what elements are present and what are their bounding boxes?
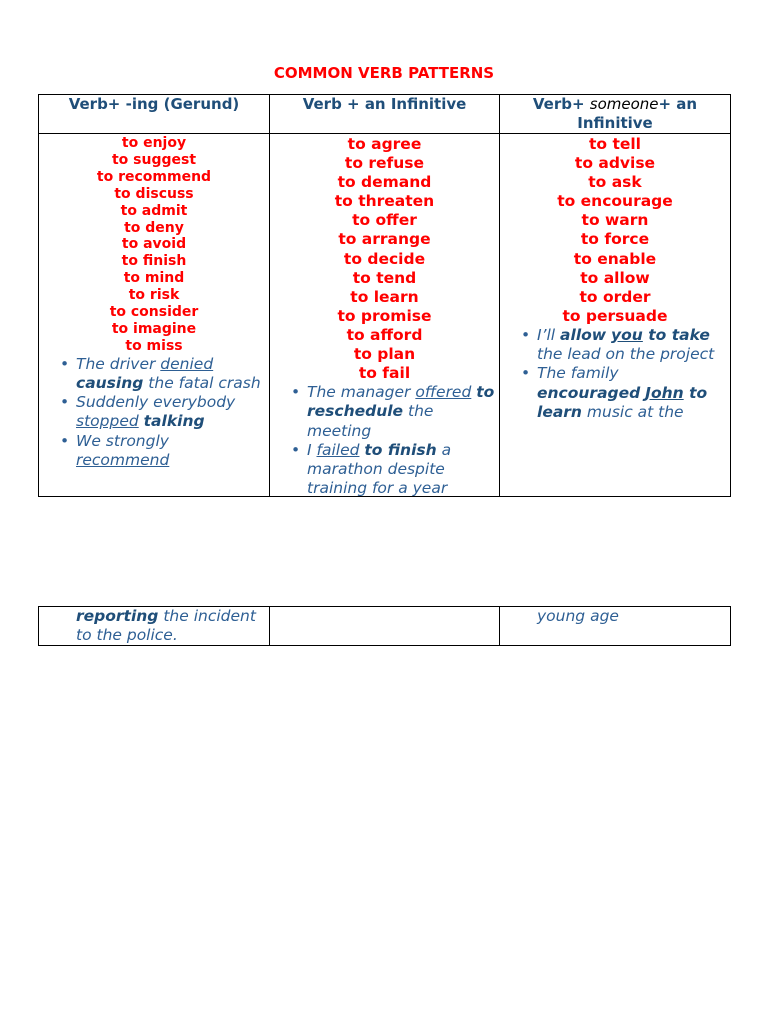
- verb-item: to enjoy: [121, 135, 187, 151]
- gerund-example-continued: [39, 607, 269, 645]
- example-item: [537, 364, 726, 422]
- example-verb: encouraged: [537, 383, 641, 402]
- someone-infinitive-cell-continued: [500, 607, 731, 646]
- verb-item: to persuade: [562, 306, 668, 325]
- header-gerund-label: Verb+ -ing (Gerund): [68, 95, 240, 113]
- verb-patterns-table-continued: [38, 606, 731, 646]
- example-text: the meeting: [307, 402, 434, 440]
- verb-item: to offer: [352, 211, 417, 230]
- header-3-pre: Verb+: [532, 95, 590, 113]
- header-gerund: [39, 95, 270, 134]
- verb-item: to plan: [353, 345, 416, 364]
- verb-item: to deny: [124, 219, 184, 236]
- verb-item: to suggest: [111, 151, 197, 168]
- example-item: [537, 326, 726, 364]
- verb-item: to advise: [574, 154, 656, 173]
- example-item: [76, 355, 265, 393]
- example-verb: failed: [316, 440, 360, 459]
- verb-item: to discuss: [114, 185, 194, 202]
- verb-patterns-table: [38, 94, 731, 497]
- someone-infinitive-verb-list: [500, 135, 730, 326]
- verb-item: to tend: [352, 268, 417, 287]
- page-title: COMMON VERB PATTERNS: [273, 64, 495, 82]
- verb-item: to afford: [346, 325, 423, 344]
- infinitive-cell-continued: [270, 607, 500, 646]
- example-item: [307, 383, 495, 441]
- example-text: Suddenly everybody: [76, 393, 236, 412]
- example-pattern: to take: [642, 325, 710, 344]
- example-pattern: talking: [143, 412, 205, 431]
- gerund-cell: [39, 134, 270, 497]
- verb-item: to learn: [350, 287, 419, 306]
- header-3-post: + an Infinitive: [577, 95, 698, 132]
- example-item: [76, 393, 265, 431]
- example-object: you: [611, 325, 643, 344]
- gerund-examples: [39, 355, 269, 470]
- example-pattern: reporting: [76, 607, 159, 625]
- verb-item: to recommend: [96, 168, 212, 185]
- example-text: The family: [537, 364, 619, 383]
- verb-item: to refuse: [344, 154, 425, 173]
- example-verb: stopped: [76, 412, 139, 431]
- verb-item: to fail: [358, 364, 411, 383]
- example-verb: allow: [560, 325, 607, 344]
- example-item: [76, 432, 265, 470]
- verb-item: to ask: [588, 173, 642, 192]
- someone-infinitive-cell: [500, 134, 731, 497]
- example-verb: offered: [415, 383, 472, 402]
- verb-item: to imagine: [111, 320, 197, 337]
- example-item: [307, 441, 495, 496]
- infinitive-verb-list: [270, 135, 499, 383]
- example-pattern: causing: [76, 373, 144, 392]
- verb-item: to miss: [125, 337, 183, 354]
- verb-item: to decide: [343, 249, 426, 268]
- verb-item: to arrange: [338, 230, 431, 249]
- verb-item: to tell: [588, 135, 641, 153]
- example-pattern: to reschedule: [307, 383, 495, 421]
- example-text: music at the: [581, 402, 684, 421]
- verb-item: to demand: [337, 173, 432, 192]
- header-infinitive-label: Verb + an Infinitive: [302, 95, 467, 113]
- verb-item: to warn: [581, 211, 649, 230]
- verb-item: to admit: [120, 202, 188, 219]
- verb-item: to finish: [121, 253, 187, 270]
- gerund-cell-continued: [39, 607, 270, 646]
- example-pattern: to learn: [537, 383, 708, 421]
- gerund-verb-list: [39, 135, 269, 355]
- example-text: the lead on the project: [537, 345, 715, 364]
- example-object: John: [645, 383, 684, 402]
- example-text: the fatal crash: [143, 373, 261, 392]
- verb-item: to consider: [109, 304, 199, 321]
- example-pattern: to finish: [364, 440, 437, 459]
- someone-example-continued: young age: [537, 607, 619, 625]
- example-verb: denied: [160, 354, 214, 373]
- example-text: The driver: [76, 354, 161, 373]
- continued-row: [39, 607, 731, 646]
- infinitive-examples: [270, 383, 499, 496]
- verb-item: to allow: [580, 268, 650, 287]
- header-row: [39, 95, 731, 134]
- example-text: I: [307, 440, 317, 459]
- example-text: I’ll: [537, 325, 561, 344]
- example-text: We strongly: [76, 431, 169, 450]
- header-someone-infinitive: [500, 95, 731, 134]
- verb-item: to mind: [123, 270, 185, 287]
- verb-item: to order: [579, 287, 651, 306]
- example-verb: recommend: [76, 450, 170, 469]
- verb-item: to force: [580, 230, 650, 249]
- header-3-italic: someone: [589, 95, 659, 113]
- body-row: [39, 134, 731, 497]
- header-infinitive: [270, 95, 500, 134]
- infinitive-cell: [270, 134, 500, 497]
- verb-item: to enable: [573, 249, 657, 268]
- verb-item: to agree: [347, 135, 422, 153]
- verb-item: to risk: [128, 287, 180, 304]
- someone-infinitive-examples: [500, 326, 730, 422]
- example-text: The manager: [307, 383, 416, 402]
- example-text: the incident to the police.: [76, 607, 256, 645]
- verb-item: to avoid: [121, 236, 187, 253]
- verb-item: to promise: [337, 306, 432, 325]
- verb-item: to threaten: [334, 192, 435, 211]
- example-text: a marathon despite training for a year: [307, 440, 452, 496]
- verb-item: to encourage: [557, 192, 673, 211]
